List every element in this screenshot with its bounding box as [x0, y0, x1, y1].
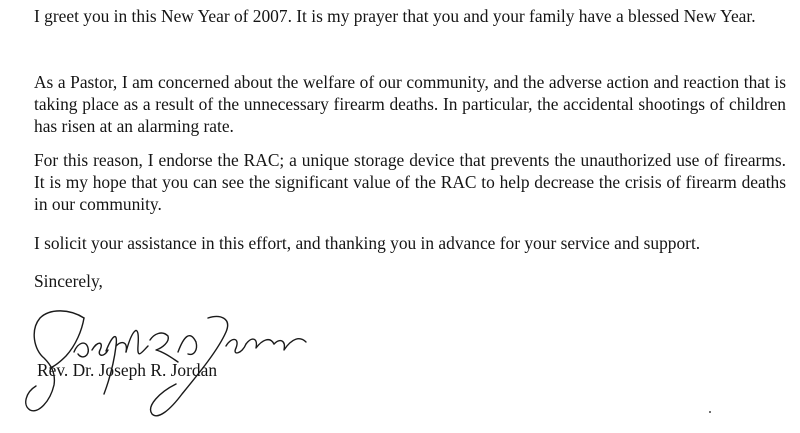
paragraph-greeting: I greet you in this New Year of 2007. It is my prayer that you and your family have a blessed New Year. [34, 6, 756, 26]
paragraph-concern: As a Pastor, I am concerned about the welfare of our community, and the adverse action and reaction that is taking place as a result of the unnecessary firearm deaths. In particular, the accidental shootings of children has risen at an alarming rate. [34, 72, 786, 136]
paper-speck [709, 411, 711, 413]
signer-name: Rev. Dr. Joseph R. Jordan [37, 360, 218, 380]
paragraph-request: I solicit your assistance in this effort, and thanking you in advance for your service and support. [34, 233, 701, 253]
closing-salutation: Sincerely, [34, 271, 103, 291]
paragraph-endorsement: For this reason, I endorse the RAC; a unique storage device that prevents the unauthorized use of firearms. It is my hope that you can see the significant value of the RAC to help decrease the crisis of firearm deaths in our community. [34, 150, 786, 214]
